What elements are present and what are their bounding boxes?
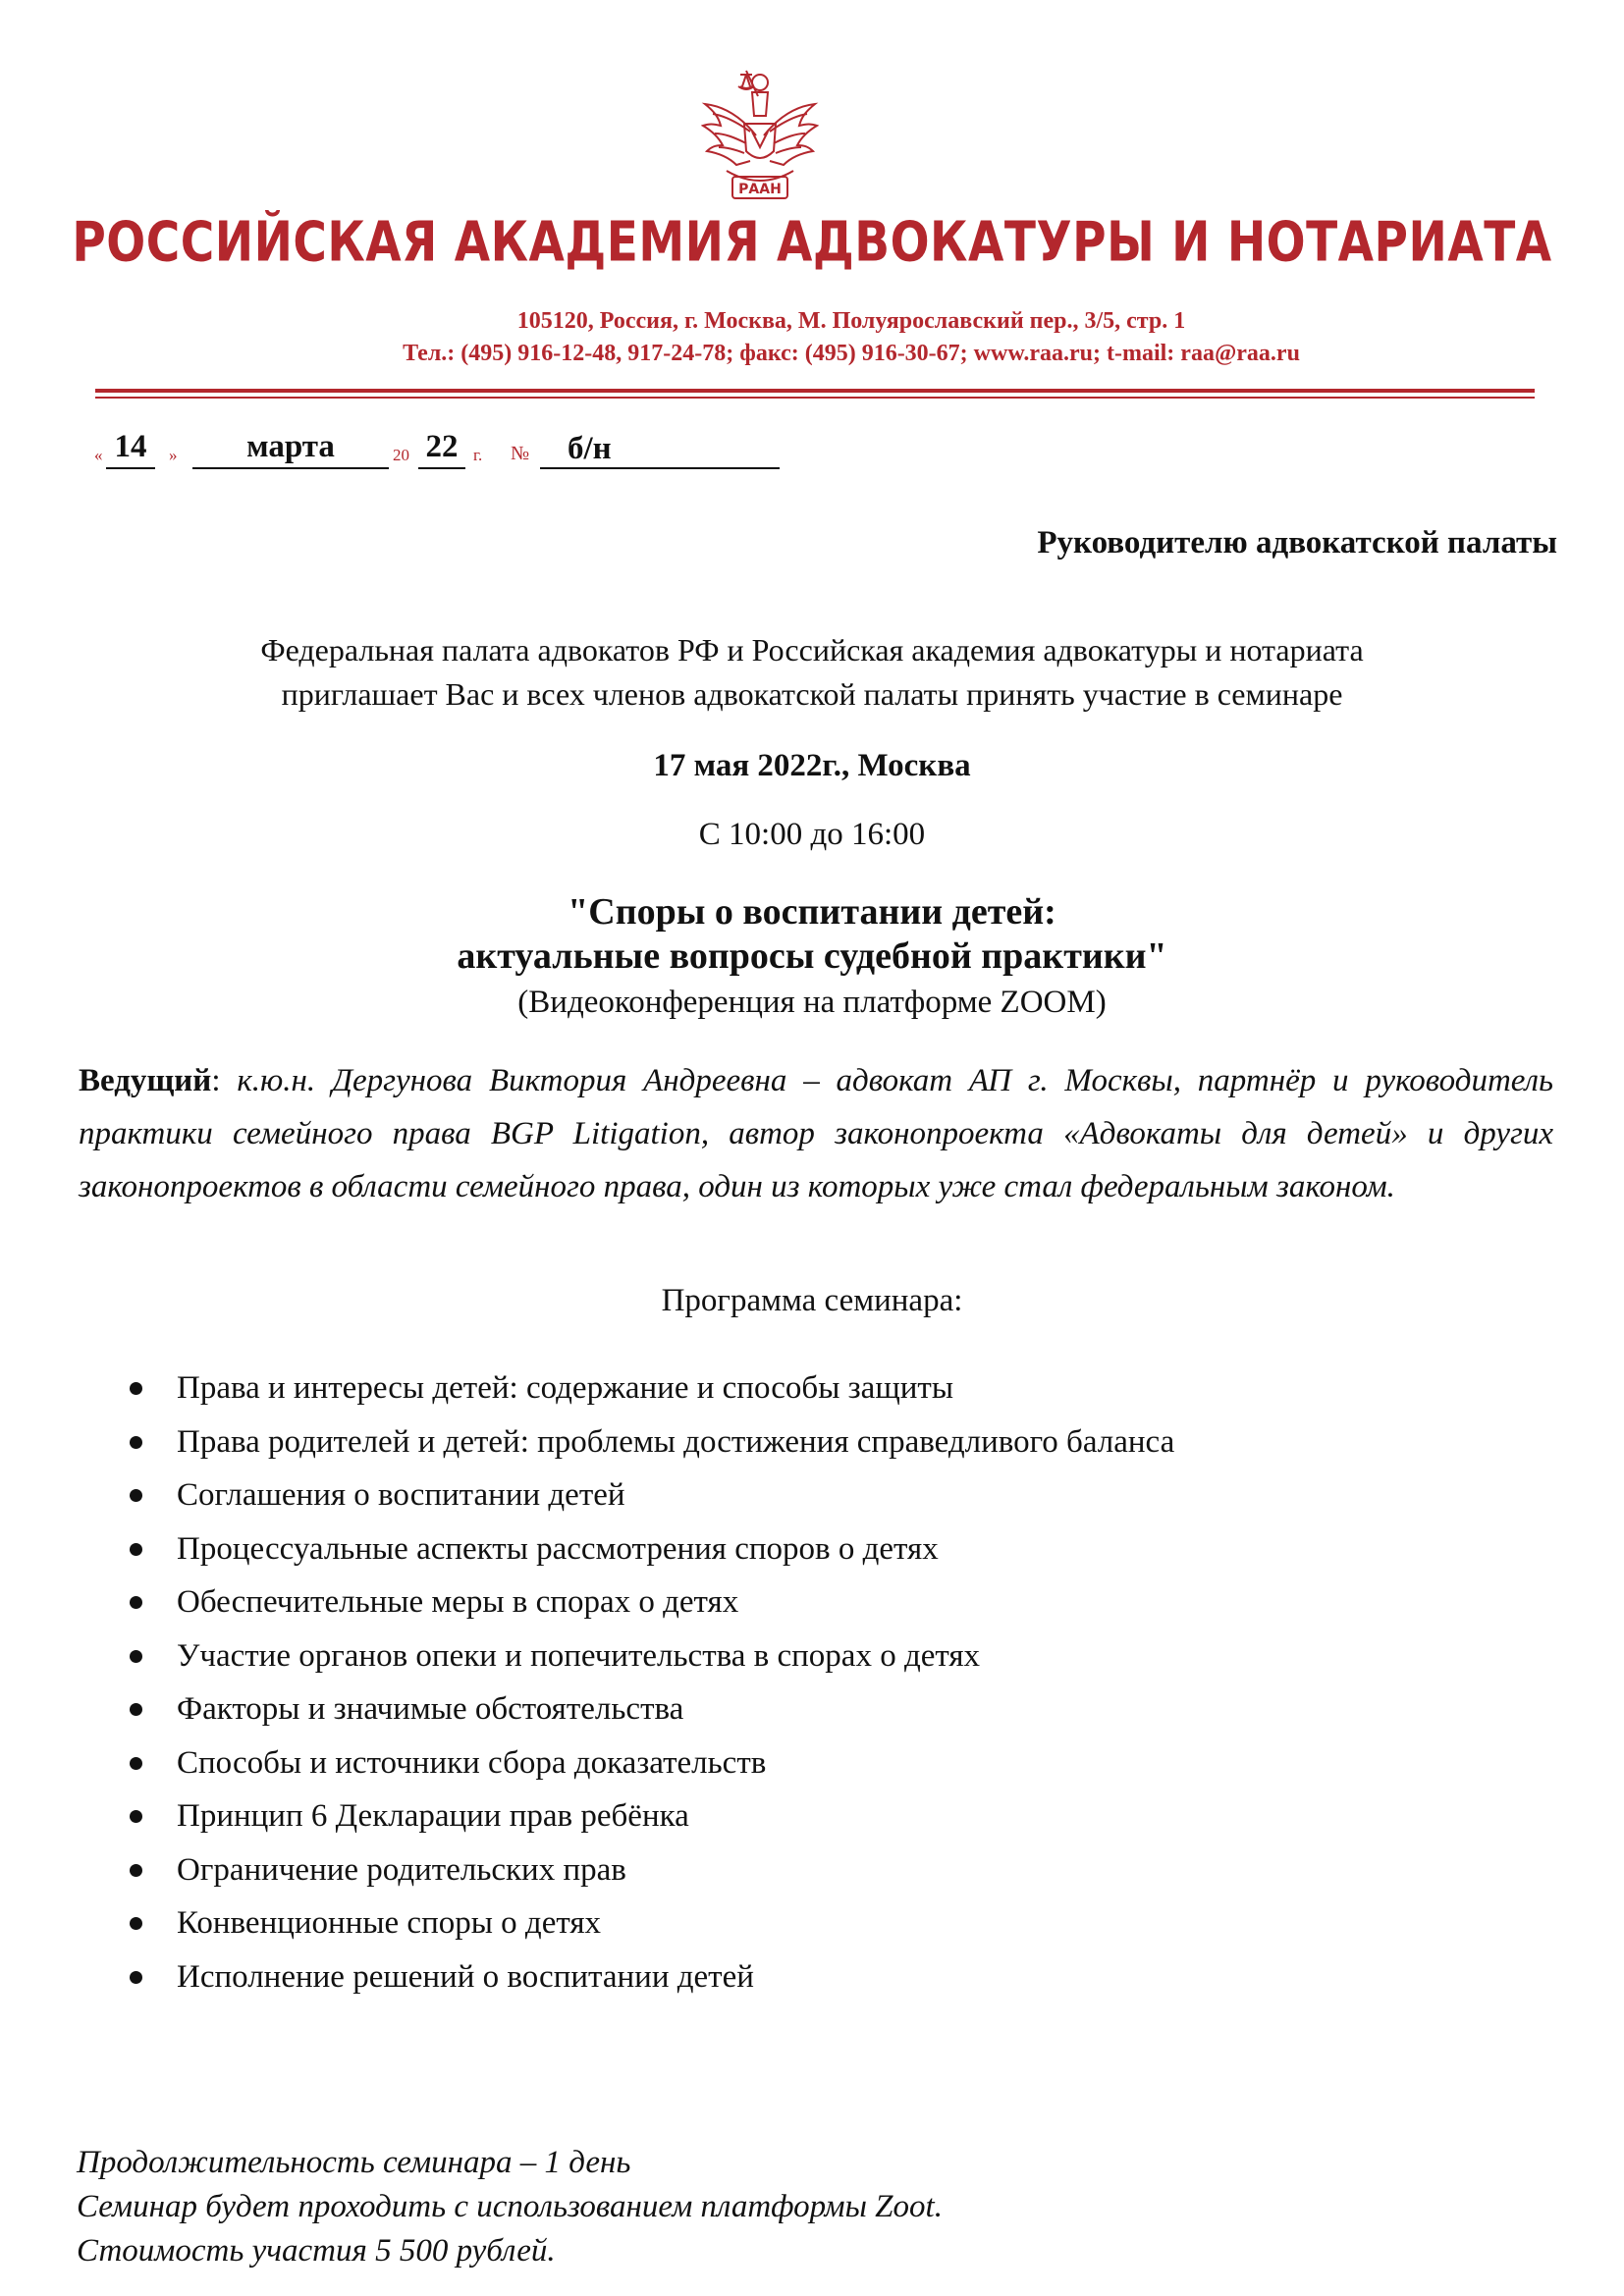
bullet-icon	[130, 1650, 142, 1663]
date-century: 20	[393, 446, 409, 464]
host-paragraph	[79, 1054, 1553, 1213]
letterhead-divider-thick	[95, 389, 1535, 393]
list-item	[124, 1796, 1174, 1850]
program-item-text: Факторы и значимые обстоятельства	[177, 1691, 684, 1727]
list-item	[124, 1957, 1174, 2011]
organization-contacts: Тел.: (495) 916-12-48, 917-24-78; факс: (495) 916-30-67; www.raa.ru; t-mail: raa@raa.ru	[403, 341, 1300, 366]
program-item-text: Обеспечительные меры в спорах о детях	[177, 1584, 739, 1620]
program-item-text: Участие органов опеки и попечительства в спорах о детях	[177, 1637, 981, 1674]
number-sign: №	[511, 443, 530, 464]
organization-name: РОССИЙСКАЯ АКАДЕМИЯ АДВОКАТУРЫ И НОТАРИАТА	[72, 210, 1552, 275]
program-item-text: Ограничение родительских прав	[177, 1851, 626, 1888]
list-item	[124, 1529, 1174, 1583]
document-number-field: б/н	[540, 430, 780, 469]
invitation-intro	[0, 628, 1624, 717]
program-item-text: Конвенционные споры о детях	[177, 1905, 602, 1941]
date-open-quote: «	[94, 446, 103, 464]
bullet-icon	[130, 1436, 142, 1449]
bullet-icon	[130, 1489, 142, 1502]
program-heading: Программа семинара:	[661, 1283, 963, 1318]
seminar-title-line: актуальные вопросы судебной практики"	[457, 935, 1167, 977]
list-item	[124, 1689, 1174, 1743]
host-description: к.ю.н. Дергунова Виктория Андреевна – адвокат АП г. Москвы, партнёр и руководитель практики семейного права BGP Litigation, автор законопроекта «Адвокаты для детей» и других законопроектов в области семейного права, один из которых уже стал федеральным законом.	[79, 1063, 1554, 1204]
event-date-place: 17 мая 2022г., Москва	[653, 748, 971, 783]
seminar-title-line: "Споры о воспитании детей:	[568, 891, 1056, 933]
bullet-icon	[130, 1596, 142, 1609]
intro-line: Федеральная палата адвокатов РФ и Российская академия адвокатуры и нотариата	[260, 632, 1364, 667]
bullet-icon	[130, 1757, 142, 1770]
bullet-icon	[130, 1971, 142, 1984]
date-day-field: 14	[106, 428, 155, 469]
seminar-title	[0, 890, 1624, 979]
list-item	[124, 1636, 1174, 1690]
date-month-field: марта	[192, 428, 389, 469]
date-number-line	[94, 430, 801, 469]
program-item-text: Права родителей и детей: проблемы достижения справедливого баланса	[177, 1423, 1175, 1460]
letterhead-divider-thin	[95, 397, 1535, 399]
footer-line-price: Стоимость участия 5 500 рублей.	[77, 2233, 556, 2269]
bullet-icon	[130, 1810, 142, 1823]
list-item	[124, 1582, 1174, 1636]
program-item-text: Права и интересы детей: содержание и способы защиты	[177, 1370, 953, 1406]
list-item	[124, 1368, 1174, 1422]
event-time: С 10:00 до 16:00	[698, 817, 926, 852]
footer-line-duration: Продолжительность семинара – 1 день	[77, 2145, 631, 2180]
program-item-text: Исполнение решений о воспитании детей	[177, 1958, 754, 1995]
program-item-text: Способы и источники сбора доказательств	[177, 1744, 767, 1781]
seminar-format: (Видеоконференция на платформе ZOOM)	[517, 985, 1107, 1020]
bullet-icon	[130, 1543, 142, 1556]
addressee: Руководителю адвокатской палаты	[1037, 525, 1557, 561]
program-list	[124, 1368, 1174, 2010]
host-separator: :	[211, 1063, 238, 1098]
footer-line-platform: Семинар будет проходить с использованием платформы Zoot.	[77, 2189, 943, 2224]
bullet-icon	[130, 1382, 142, 1395]
academy-emblem-logo	[701, 67, 819, 209]
bullet-icon	[130, 1917, 142, 1930]
bullet-icon	[130, 1703, 142, 1716]
program-item-text: Соглашения о воспитании детей	[177, 1477, 625, 1513]
date-close-quote: »	[169, 446, 178, 464]
seminar-details-footer	[77, 2141, 943, 2273]
intro-line: приглашает Вас и всех членов адвокатской палаты принять участие в семинаре	[281, 676, 1343, 712]
list-item	[124, 1422, 1174, 1476]
list-item	[124, 1743, 1174, 1797]
list-item	[124, 1850, 1174, 1904]
program-item-text: Принцип 6 Декларации прав ребёнка	[177, 1798, 689, 1834]
host-label: Ведущий	[79, 1063, 212, 1098]
list-item	[124, 1475, 1174, 1529]
bullet-icon	[130, 1864, 142, 1877]
organization-address: 105120, Россия, г. Москва, М. Полуярославский пер., 3/5, стр. 1	[516, 308, 1186, 334]
emblem-label: РААН	[738, 182, 782, 197]
date-year-suffix: г.	[473, 446, 483, 464]
date-year-field: 22	[418, 428, 465, 469]
program-item-text: Процессуальные аспекты рассмотрения споров о детях	[177, 1530, 939, 1567]
list-item	[124, 1903, 1174, 1957]
